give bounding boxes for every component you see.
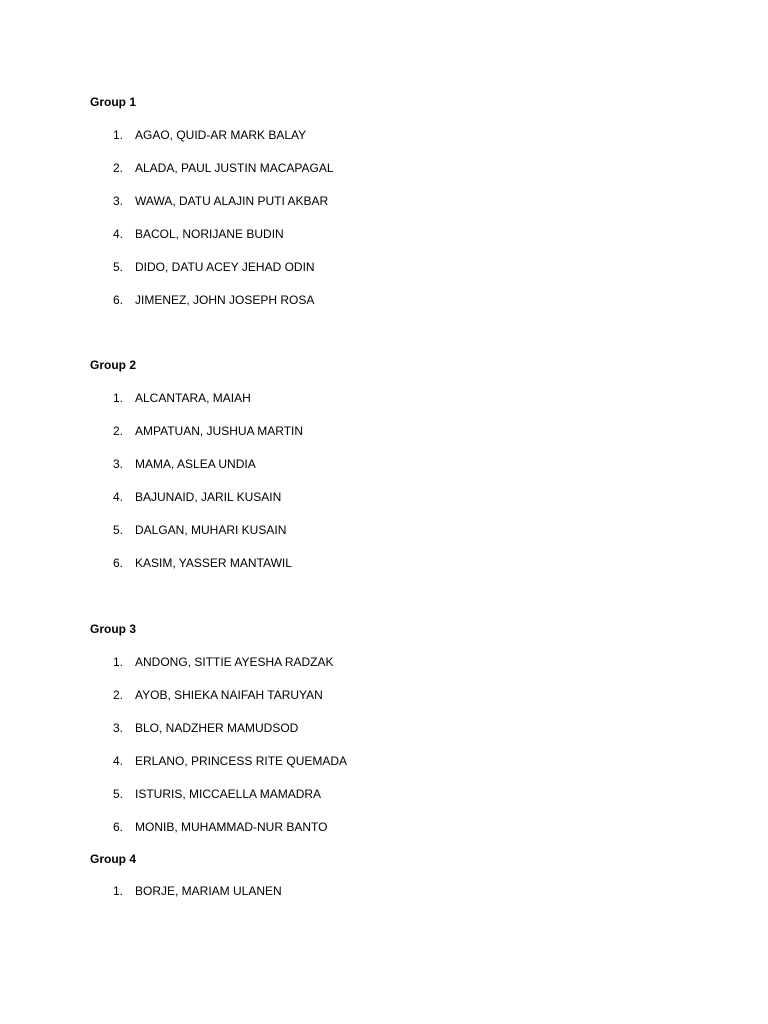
group-heading: Group 3 — [90, 622, 137, 636]
list-number: 1. — [112, 391, 123, 405]
group-section — [90, 852, 282, 917]
list-item — [90, 655, 334, 688]
member-name: WAWA, DATU ALAJIN PUTI AKBAR — [135, 194, 329, 208]
group-heading: Group 4 — [90, 852, 137, 866]
list-number: 3. — [112, 194, 123, 208]
list-item — [90, 523, 287, 556]
list-number: 6. — [112, 556, 123, 570]
member-name: JIMENEZ, JOHN JOSEPH ROSA — [135, 293, 315, 307]
list-item — [90, 194, 329, 227]
member-list — [90, 884, 282, 917]
member-list — [90, 391, 304, 589]
member-name: ISTURIS, MICCAELLA MAMADRA — [135, 787, 322, 801]
list-item — [90, 128, 307, 161]
member-name: BLO, NADZHER MAMUDSOD — [135, 721, 299, 735]
list-number: 5. — [112, 523, 123, 537]
member-name: DALGAN, MUHARI KUSAIN — [135, 523, 287, 537]
list-number: 2. — [112, 161, 123, 175]
member-name: ALCANTARA, MAIAH — [135, 391, 251, 405]
list-number: 3. — [112, 721, 123, 735]
list-item — [90, 161, 334, 194]
list-item — [90, 721, 299, 754]
list-item — [90, 227, 284, 260]
list-number: 4. — [112, 754, 123, 768]
member-name: KASIM, YASSER MANTAWIL — [135, 556, 292, 570]
list-number: 6. — [112, 820, 123, 834]
list-number: 1. — [112, 128, 123, 142]
member-name: ANDONG, SITTIE AYESHA RADZAK — [135, 655, 334, 669]
list-number: 2. — [112, 688, 123, 702]
member-name: AGAO, QUID-AR MARK BALAY — [135, 128, 307, 142]
list-item — [90, 820, 328, 853]
member-name: BACOL, NORIJANE BUDIN — [135, 227, 284, 241]
member-name: ERLANO, PRINCESS RITE QUEMADA — [135, 754, 348, 768]
group-section — [90, 358, 304, 589]
group-heading: Group 2 — [90, 358, 137, 372]
list-item — [90, 884, 282, 917]
list-number: 4. — [112, 227, 123, 241]
member-list — [90, 655, 348, 853]
list-item — [90, 688, 323, 721]
group-section — [90, 95, 334, 326]
member-name: BORJE, MARIAM ULANEN — [135, 884, 282, 898]
list-item — [90, 260, 315, 293]
list-item — [90, 457, 256, 490]
list-item — [90, 293, 315, 326]
group-section — [90, 622, 348, 853]
list-item — [90, 556, 292, 589]
list-item — [90, 391, 251, 424]
member-name: MAMA, ASLEA UNDIA — [135, 457, 256, 471]
list-number: 5. — [112, 260, 123, 274]
list-item — [90, 754, 348, 787]
list-number: 4. — [112, 490, 123, 504]
member-name: MONIB, MUHAMMAD-NUR BANTO — [135, 820, 328, 834]
group-heading: Group 1 — [90, 95, 137, 109]
list-item — [90, 787, 322, 820]
member-name: ALADA, PAUL JUSTIN MACAPAGAL — [135, 161, 334, 175]
member-name: AMPATUAN, JUSHUA MARTIN — [135, 424, 304, 438]
member-name: BAJUNAID, JARIL KUSAIN — [135, 490, 282, 504]
member-list — [90, 128, 334, 326]
member-name: AYOB, SHIEKA NAIFAH TARUYAN — [135, 688, 323, 702]
list-number: 6. — [112, 293, 123, 307]
list-number: 1. — [112, 655, 123, 669]
list-number: 5. — [112, 787, 123, 801]
member-name: DIDO, DATU ACEY JEHAD ODIN — [135, 260, 315, 274]
list-item — [90, 490, 282, 523]
list-number: 3. — [112, 457, 123, 471]
list-item — [90, 424, 304, 457]
list-number: 2. — [112, 424, 123, 438]
list-number: 1. — [112, 884, 123, 898]
